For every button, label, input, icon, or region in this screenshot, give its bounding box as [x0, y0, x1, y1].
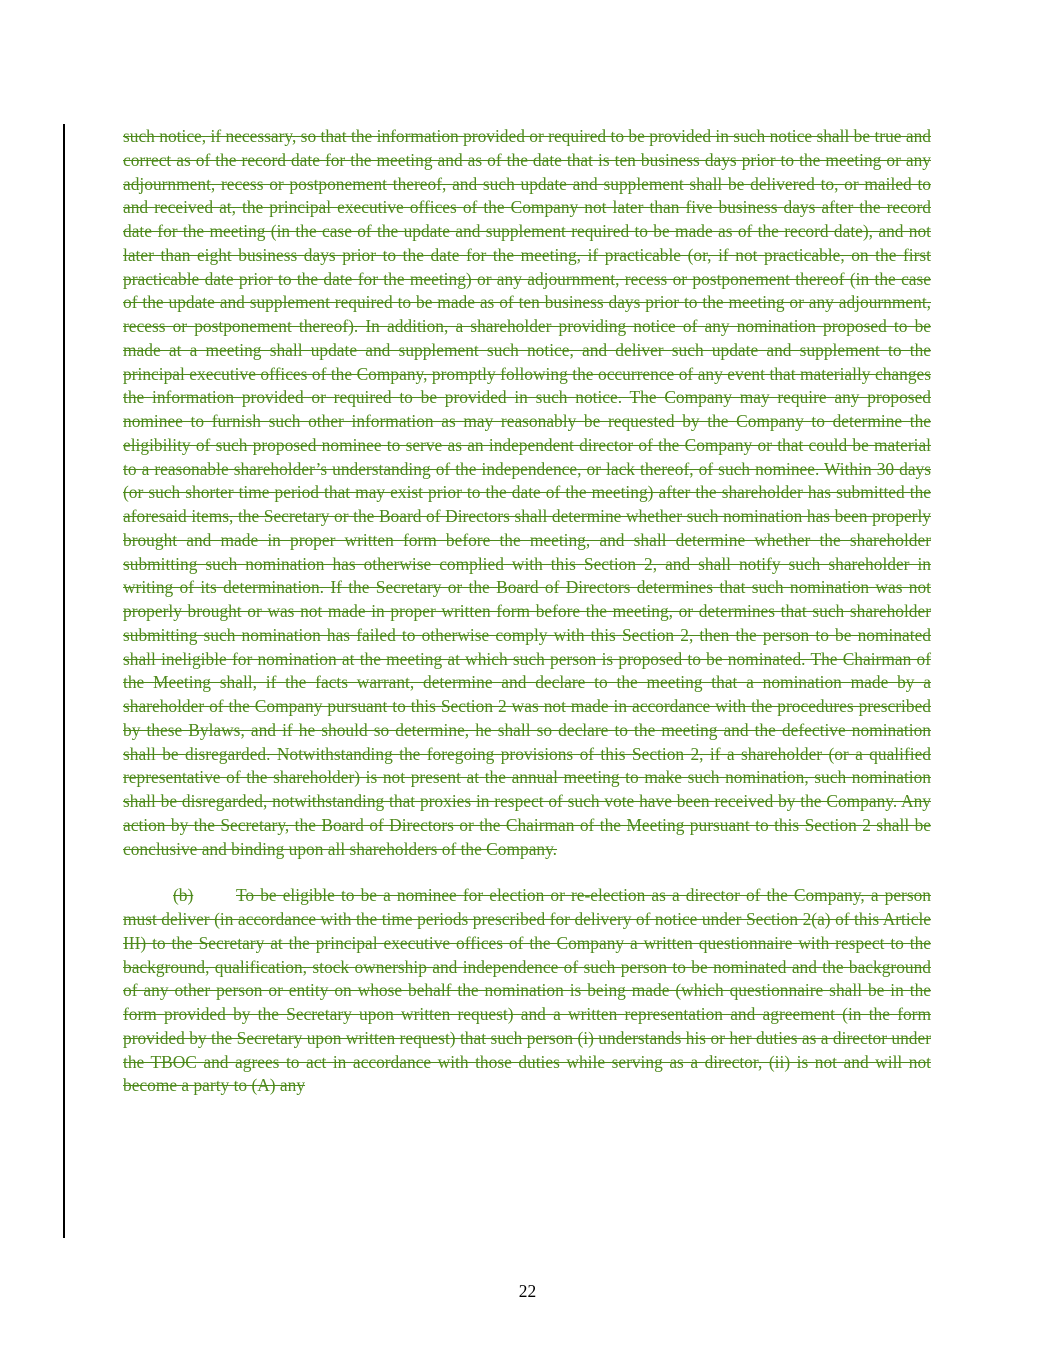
paragraph-b-label: (b): [173, 885, 194, 906]
revision-change-bar: [63, 124, 65, 1238]
paragraph-b-text: To be eligible to be a nominee for election or re-election as a director of the Company, a person must deliver (in accordance with the time periods prescribed for delivery of notice under Section 2(a) of this Article III) to the Secretary at the principal executive offices of the Company a written questionnaire with respect to the background, qualification, stock ownership and independence of such person to be nominated and the background of any other person or entity on whose behalf the nomination is being made (which questionnaire shall be in the form provided by the Secretary upon written request) and a written representation and agreement (in the form provided by the Secretary upon written request) that such person (i) understands his or her duties as a director under the TBOC and agrees to act in accordance with those duties while serving as a director, (ii) is not and will not become a party to (A) any: [123, 885, 931, 1096]
document-body: [123, 125, 931, 1098]
paragraph-continuation: such notice, if necessary, so that the information provided or required to be provided in such notice shall be true and correct as of the record date for the meeting and as of the date that is ten business days prior to the meeting or any adjournment, recess or postponement thereof, and such update and supplement shall be delivered to, or mailed to and received at, the principal executive offices of the Company not later than five business days after the record date for the meeting (in the case of the update and supplement required to be made as of the record date), and not later than eight business days prior to the date for the meeting, if practicable (or, if not practicable, on the first practicable date prior to the date for the meeting) or any adjournment, recess or postponement thereof (in the case of the update and supplement required to be made as of ten business days prior to the meeting or any adjournment, recess or postponement thereof). In addition, a shareholder providing notice of any nomination proposed to be made at a meeting shall update and supplement such notice, and deliver such update and supplement to the principal executive offices of the Company, promptly following the occurrence of any event that materially changes the information provided or required to be provided in such notice. The Company may require any proposed nominee to furnish such other information as may reasonably be requested by the Company to determine the eligibility of such proposed nominee to serve as an independent director of the Company or that could be material to a reasonable shareholder’s understanding of the independence, or lack thereof, of such nominee. Within 30 days (or such shorter time period that may exist prior to the date of the meeting) after the shareholder has submitted the aforesaid items, the Secretary or the Board of Directors shall determine whether such nomination has been properly brought and made in proper written form before the meeting, and shall determine whether the shareholder submitting such nomination has otherwise complied with this Section 2, and shall notify such shareholder in writing of its determination. If the Secretary or the Board of Directors determines that such nomination was not properly brought or was not made in proper written form before the meeting, or determines that such shareholder submitting such nomination has failed to otherwise comply with this Section 2, then the person to be nominated shall ineligible for nomination at the meeting at which such person is proposed to be nominated. The Chairman of the Meeting shall, if the facts warrant, determine and declare to the meeting that a nomination made by a shareholder of the Company pursuant to this Section 2 was not made in accordance with the procedures prescribed by these Bylaws, and if he should so determine, he shall so declare to the meeting and the defective nomination shall be disregarded. Notwithstanding the foregoing provisions of this Section 2, if a shareholder (or a qualified representative of the shareholder) is not present at the annual meeting to make such nomination, such nomination shall be disregarded, notwithstanding that proxies in respect of such vote have been received by the Company. Any action by the Secretary, the Board of Directors or the Chairman of the Meeting pursuant to this Section 2 shall be conclusive and binding upon all shareholders of the Company.: [123, 126, 931, 859]
paragraph-b: [123, 884, 931, 1098]
page-number: 22: [518, 1281, 537, 1301]
